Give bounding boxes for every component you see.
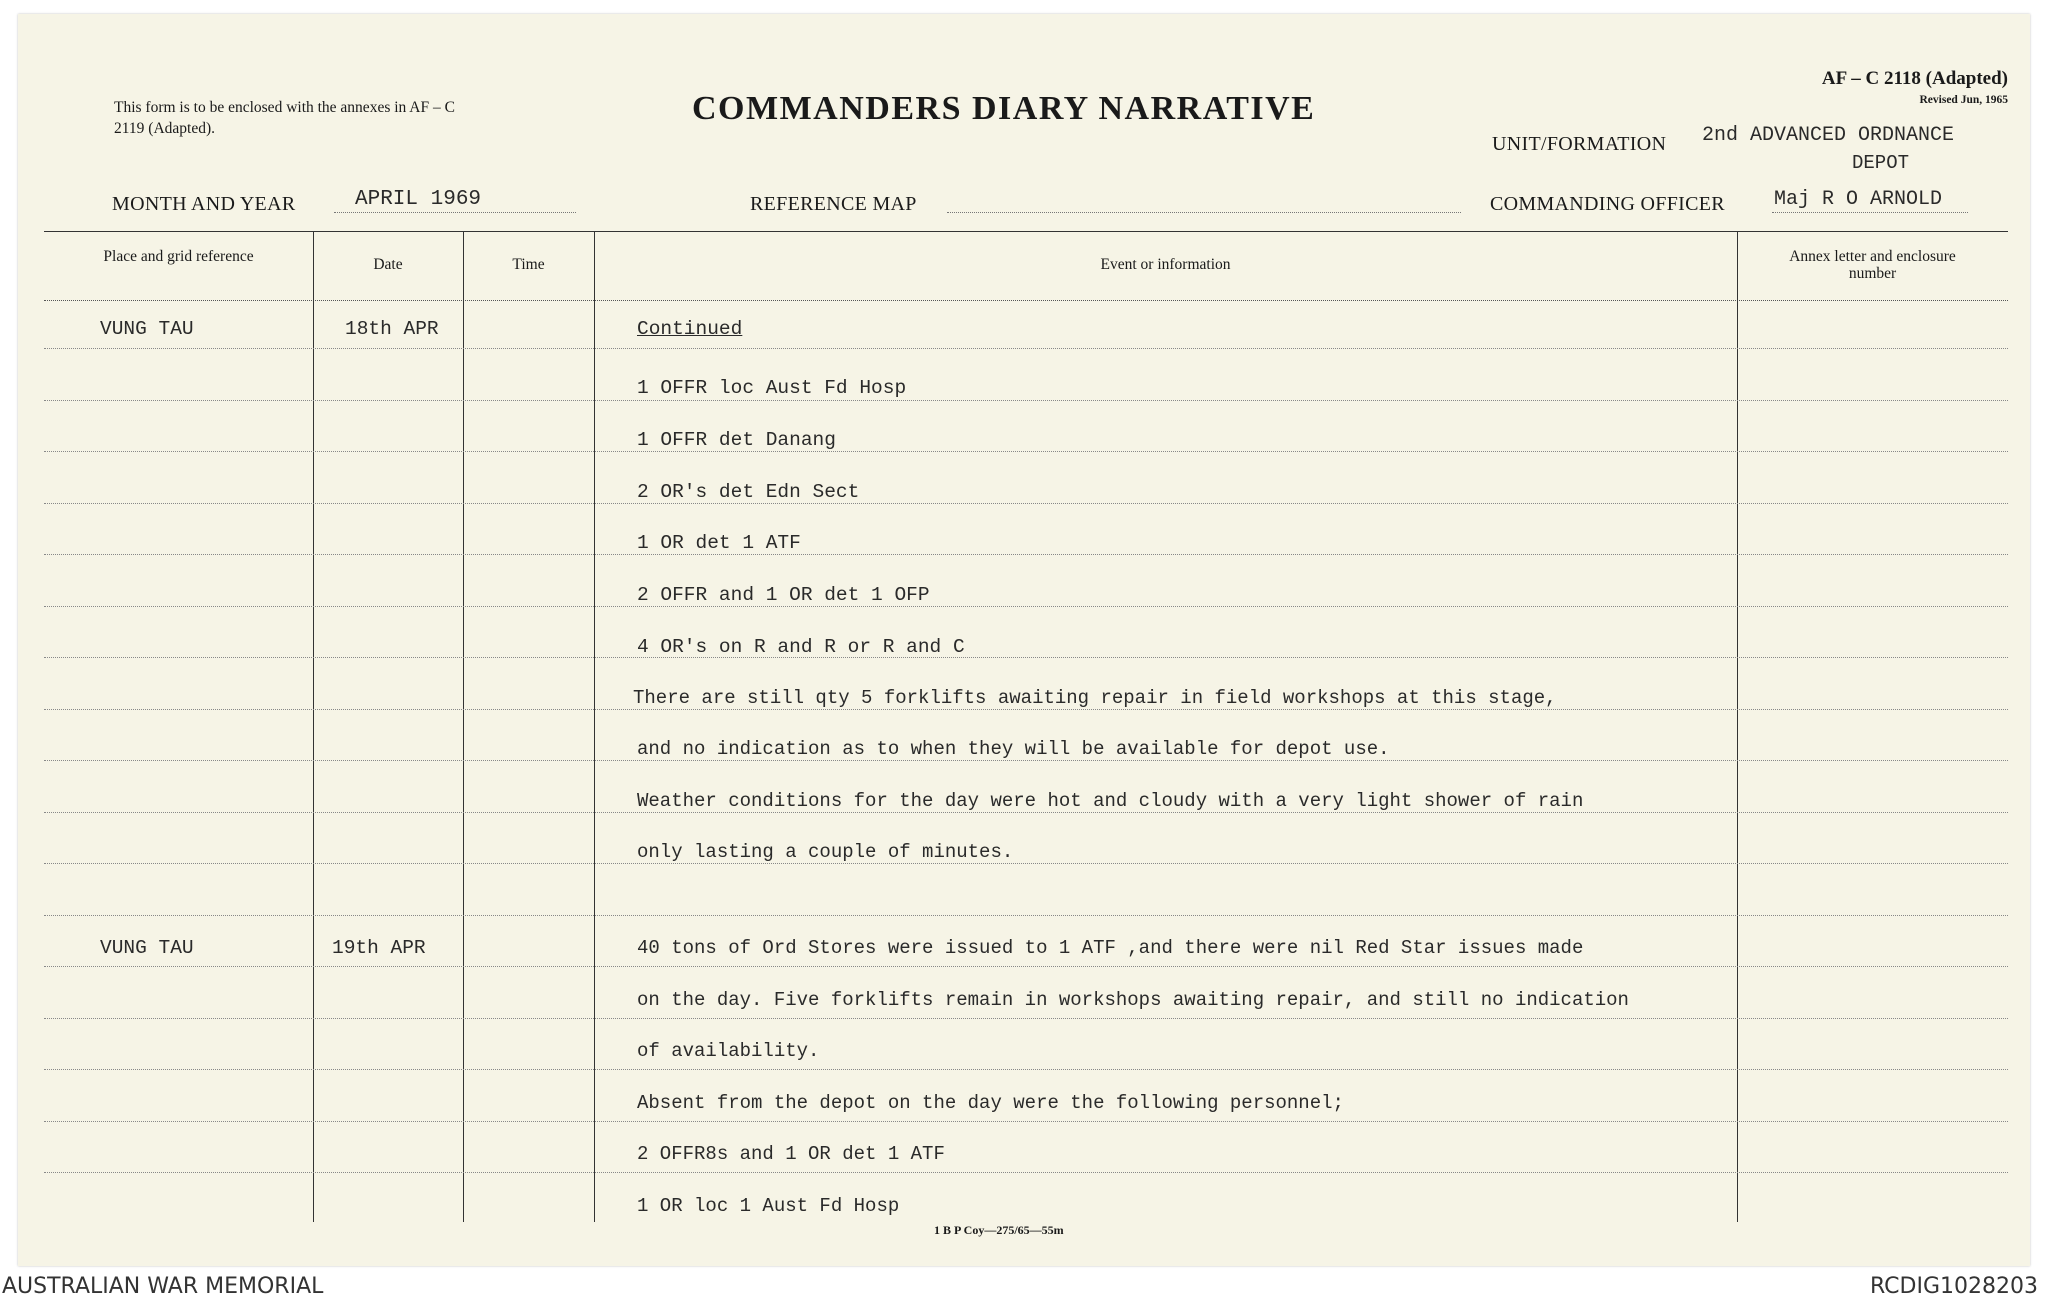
- entry-1-line: 2 OFFR and 1 OR det 1 OFP: [637, 584, 930, 606]
- ruled-line: [44, 1069, 2008, 1070]
- month-year-label: MONTH AND YEAR: [112, 193, 296, 215]
- entry-1-line: 1 OR det 1 ATF: [637, 532, 801, 554]
- form-number: AF – C 2118 (Adapted): [1821, 68, 2008, 89]
- ruled-line: [44, 915, 2008, 916]
- column-divider-event: [594, 231, 595, 1222]
- commanding-officer-rule: [1772, 212, 1968, 213]
- entry-2-line: 1 OR loc 1 Aust Fd Hosp: [637, 1195, 900, 1217]
- table-header-border: [44, 300, 2008, 301]
- ruled-line: [44, 1172, 2008, 1173]
- entry-1-place: VUNG TAU: [100, 318, 194, 340]
- entry-2-place: VUNG TAU: [100, 937, 194, 959]
- ruled-line: [44, 966, 2008, 967]
- unit-formation-value-line2: DEPOT: [1852, 152, 1910, 174]
- ruled-line: [44, 554, 2008, 555]
- reference-map-label: REFERENCE MAP: [750, 193, 917, 215]
- entry-1-date: 18th APR: [345, 318, 439, 340]
- ruled-line: [44, 1121, 2008, 1122]
- ruled-line: [44, 451, 2008, 452]
- entry-1-line: Weather conditions for the day were hot and cloudy with a very light shower of rain: [637, 790, 1584, 812]
- ruled-line: [44, 709, 2008, 710]
- column-header-event: Event or information: [1100, 256, 1231, 273]
- archive-caption-right: RCDIG1028203: [1869, 1274, 2038, 1299]
- diary-form-sheet: [18, 14, 2030, 1266]
- ruled-line: [44, 348, 2008, 349]
- column-divider-date: [313, 231, 314, 1222]
- entry-1-line: 1 OFFR det Danang: [637, 429, 836, 451]
- archive-caption-left: AUSTRALIAN WAR MEMORIAL: [2, 1274, 324, 1299]
- column-header-date: Date: [373, 256, 403, 273]
- ruled-line: [44, 1018, 2008, 1019]
- entry-2-line: 40 tons of Ord Stores were issued to 1 ATF ,and there were nil Red Star issues made: [637, 937, 1584, 959]
- entry-2-date: 19th APR: [332, 937, 426, 959]
- ruled-line: [44, 760, 2008, 761]
- entry-1-line: Continued: [637, 318, 743, 340]
- ruled-line: [44, 503, 2008, 504]
- column-header-time: Time: [512, 256, 545, 273]
- entry-1-line: 4 OR's on R and R or R and C: [637, 636, 965, 658]
- entry-2-line: Absent from the depot on the day were the following personnel;: [637, 1092, 1344, 1114]
- entry-2-line: on the day. Five forklifts remain in workshops awaiting repair, and still no indication: [637, 989, 1629, 1011]
- commanding-officer-label: COMMANDING OFFICER: [1490, 193, 1725, 215]
- entry-2-line: of availability.: [637, 1040, 820, 1062]
- unit-formation-label: UNIT/FORMATION: [1492, 133, 1667, 155]
- entry-1-line: 2 OR's det Edn Sect: [637, 481, 860, 503]
- entry-1-line: 1 OFFR loc Aust Fd Hosp: [637, 377, 907, 399]
- revised-date: Revised Jun, 1965: [1919, 94, 2008, 106]
- entry-2-line: 2 OFFR8s and 1 OR det 1 ATF: [637, 1143, 945, 1165]
- ruled-line: [44, 863, 2008, 864]
- entry-1-line: and no indication as to when they will be available for depot use.: [637, 738, 1390, 760]
- ruled-line: [44, 812, 2008, 813]
- column-divider-annex: [1737, 231, 1738, 1222]
- month-year-rule: [334, 212, 576, 213]
- ruled-line: [44, 657, 2008, 658]
- reference-map-rule: [947, 212, 1461, 213]
- column-header-place: Place and grid reference: [103, 248, 254, 265]
- ruled-line: [44, 606, 2008, 607]
- form-title: COMMANDERS DIARY NARRATIVE: [692, 90, 1316, 127]
- entry-1-line: only lasting a couple of minutes.: [637, 841, 1014, 863]
- month-year-value: APRIL 1969: [355, 188, 482, 211]
- enclosure-note: This form is to be enclosed with the annexes in AF – C 2119 (Adapted).: [114, 99, 455, 137]
- commanding-officer-value: Maj R O ARNOLD: [1774, 188, 1943, 211]
- printer-code: 1 B P Coy—275/65—55m: [934, 1223, 1064, 1237]
- entry-1-line: There are still qty 5 forklifts awaiting repair in field workshops at this stage,: [633, 687, 1557, 709]
- column-divider-time: [463, 231, 464, 1222]
- column-header-annex: Annex letter and enclosure number: [1789, 248, 1956, 282]
- unit-formation-value: 2nd ADVANCED ORDNANCE: [1702, 124, 1955, 147]
- ruled-line: [44, 400, 2008, 401]
- table-top-border: [44, 231, 2008, 232]
